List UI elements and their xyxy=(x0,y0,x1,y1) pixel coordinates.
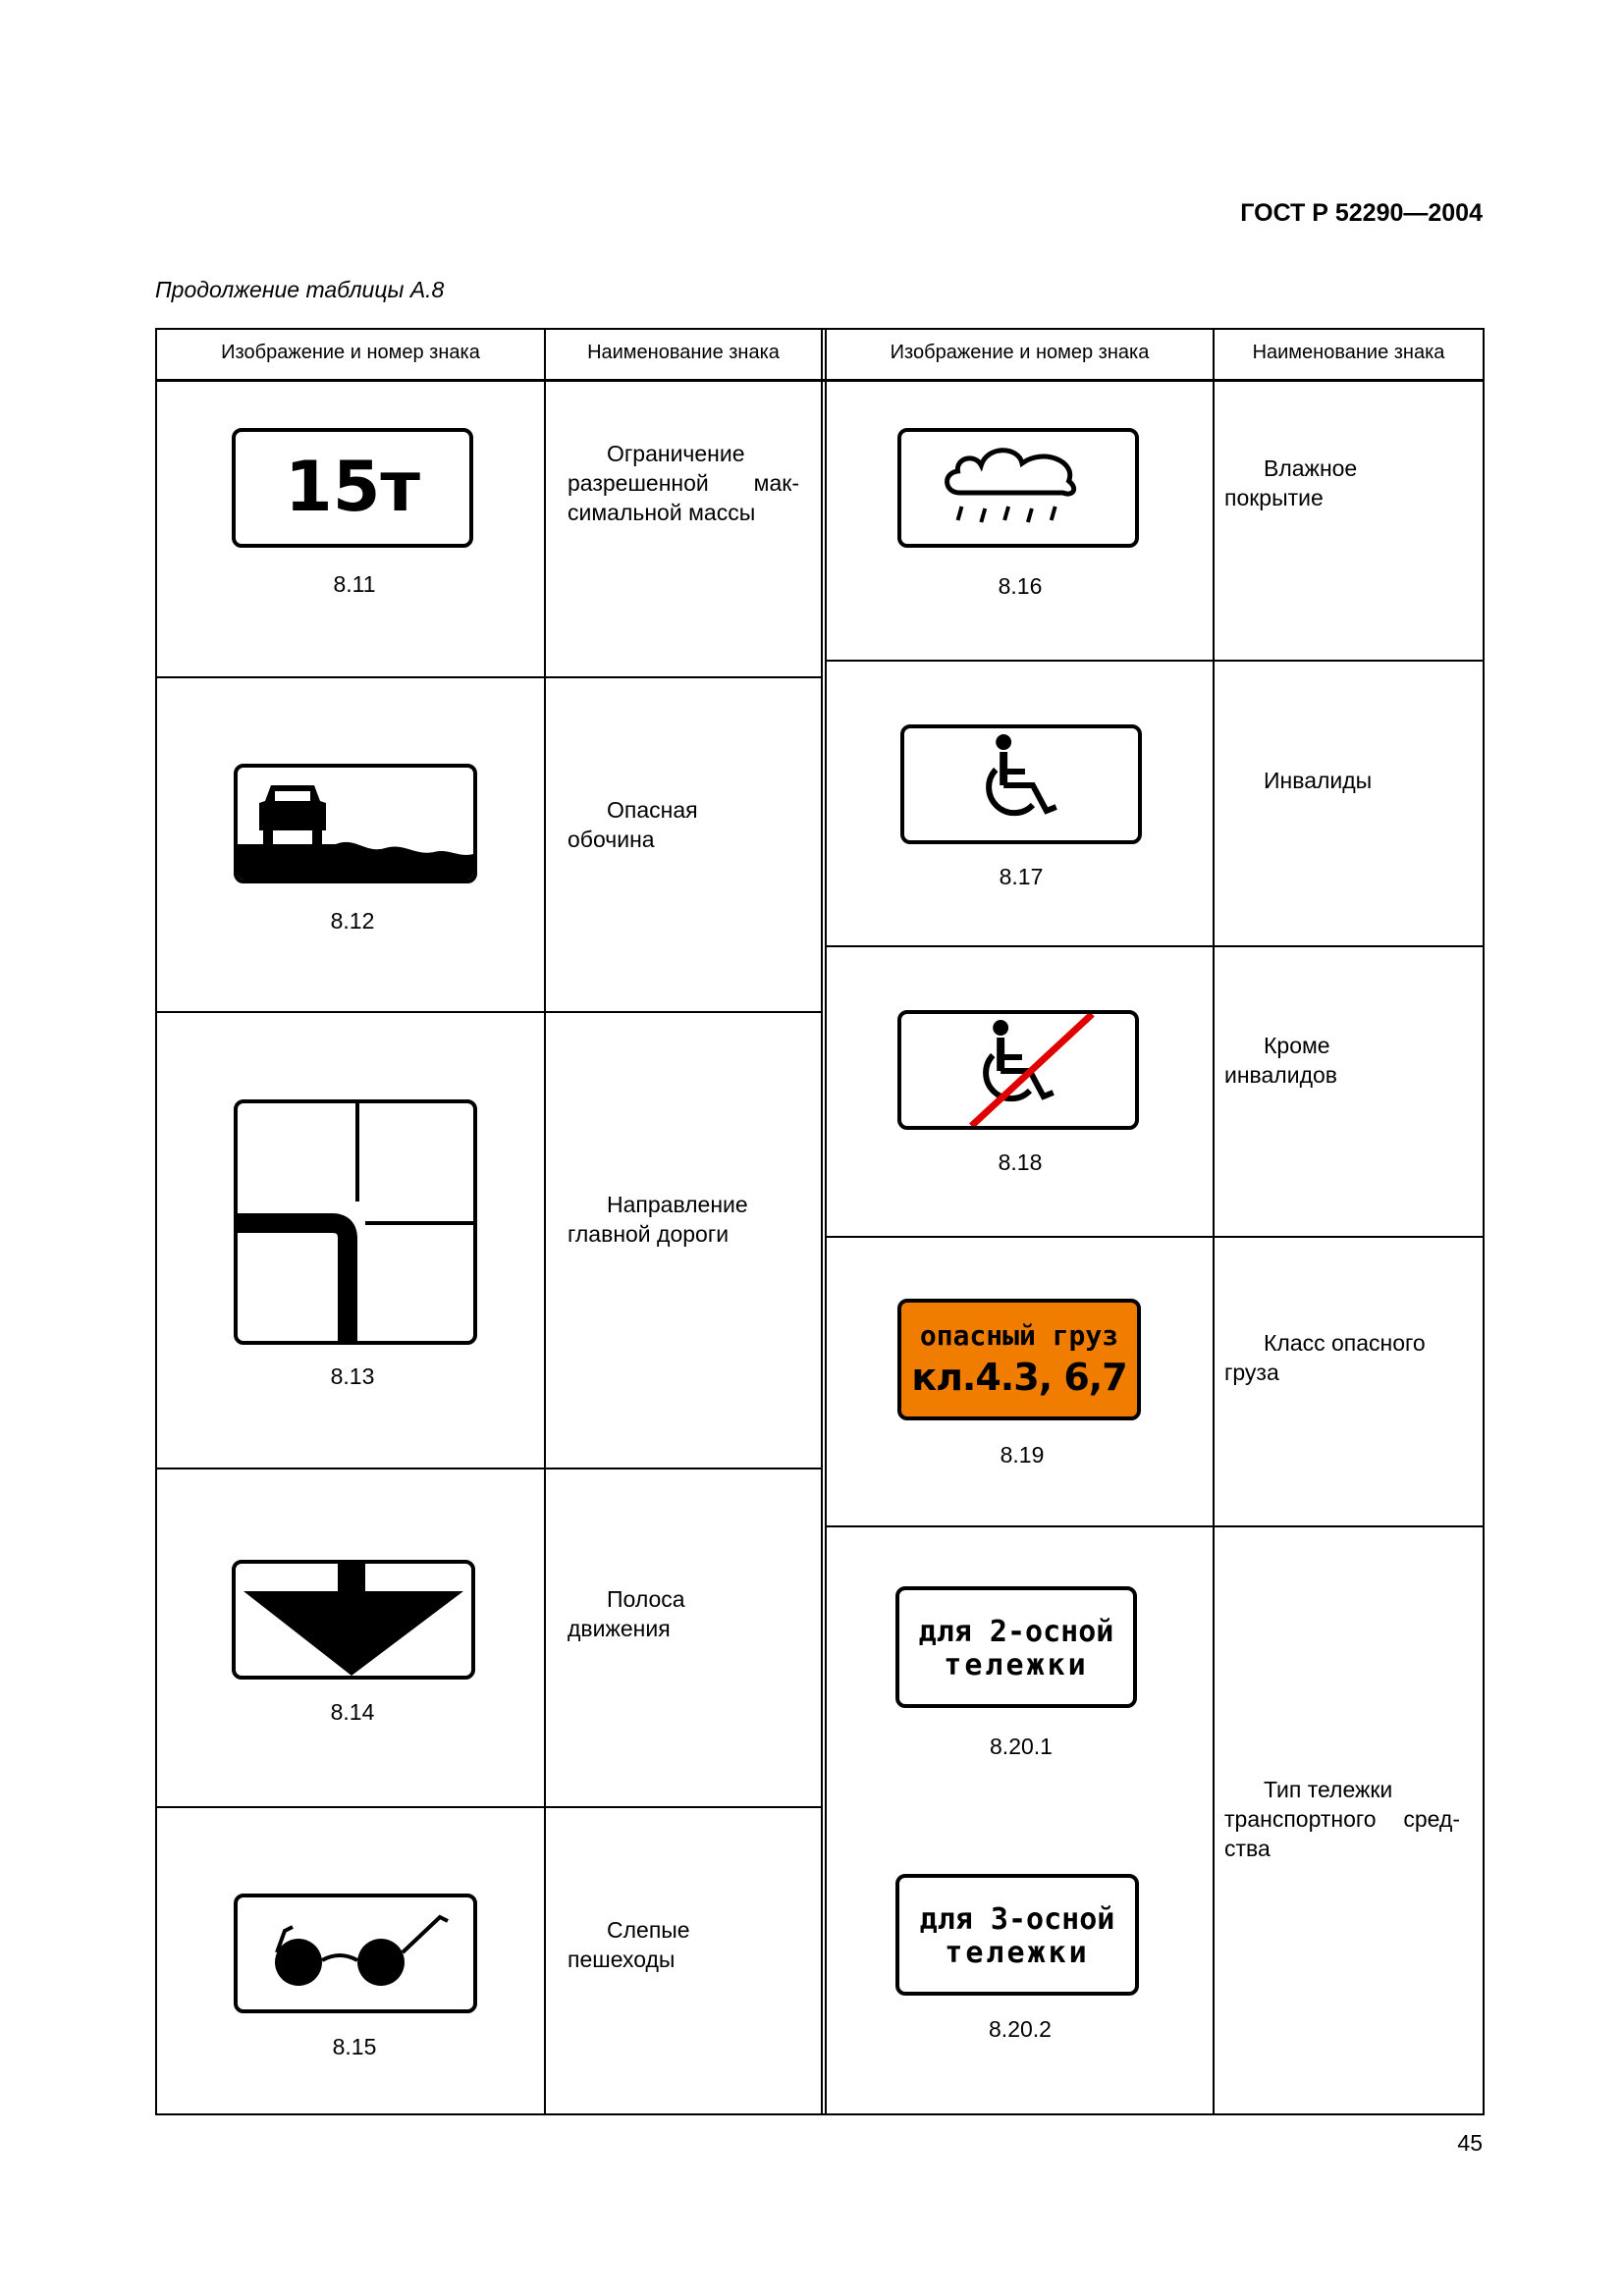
wheelchair-crossed-icon xyxy=(901,1014,1135,1126)
sign-8-12 xyxy=(234,764,477,883)
sign-8-13 xyxy=(234,1099,477,1345)
sign-name-8-18: Кроме инвалидов xyxy=(1224,1033,1337,1088)
wheelchair-icon xyxy=(904,728,1138,840)
sign-number-8-13: 8.13 xyxy=(330,1363,375,1389)
header-image-number: Изображение и номер знака xyxy=(221,342,480,363)
sign-8-20-1-line1: для 2-осной xyxy=(918,1615,1114,1649)
sign-8-20-2-line2: тележки xyxy=(945,1936,1090,1970)
col-divider-middle-a xyxy=(821,328,823,2115)
col-divider-middle-b xyxy=(825,328,827,2115)
row-separator xyxy=(155,1806,823,1808)
sign-8-20-2 xyxy=(895,1874,1139,1996)
document-code: ГОСТ Р 52290—2004 xyxy=(1240,199,1483,227)
row-separator xyxy=(825,1236,1485,1238)
sign-8-14 xyxy=(232,1560,475,1680)
table-left-border xyxy=(155,328,157,2115)
sign-number-8-19: 8.19 xyxy=(1000,1442,1045,1468)
header-separator xyxy=(155,379,1485,382)
sign-8-19 xyxy=(897,1299,1141,1420)
sign-8-19-line2: кл.4.3, 6,7 xyxy=(911,1356,1127,1399)
row-separator xyxy=(825,945,1485,947)
header-image-number: Изображение и номер знака xyxy=(890,342,1150,363)
table-caption: Продолжение таблицы А.8 xyxy=(155,277,445,302)
sign-8-17 xyxy=(900,724,1142,844)
car-on-shoulder-icon xyxy=(238,768,473,880)
rain-cloud-icon xyxy=(901,432,1135,544)
sign-name-8-16: Влажное покрытие xyxy=(1224,455,1358,510)
row-separator xyxy=(155,1468,823,1469)
sign-number-8-17: 8.17 xyxy=(999,864,1044,889)
sign-8-18 xyxy=(897,1010,1139,1130)
sign-name-8-14: Полоса движения xyxy=(568,1586,685,1641)
sign-number-8-20-2: 8.20.2 xyxy=(989,2016,1052,2042)
row-separator xyxy=(155,676,823,678)
sign-8-11-text: 15т xyxy=(285,447,420,527)
row-separator xyxy=(155,1011,823,1013)
sign-name-8-15: Слепые пешеходы xyxy=(568,1917,690,1972)
sign-name-8-12: Опасная обочина xyxy=(568,797,698,852)
table-right-border xyxy=(1483,328,1485,2115)
main-road-direction-icon xyxy=(238,1103,473,1341)
header-sign-name: Наименование знака xyxy=(1252,342,1445,363)
sign-name-8-13: Направление главной дороги xyxy=(568,1192,748,1247)
page-number: 45 xyxy=(1457,2130,1483,2156)
lane-arrow-down-icon xyxy=(236,1564,471,1676)
sign-number-8-12: 8.12 xyxy=(330,908,375,934)
sign-8-20-1-line2: тележки xyxy=(944,1648,1089,1682)
sign-8-15 xyxy=(234,1894,477,2013)
col-divider-3 xyxy=(1213,328,1215,2115)
col-divider-1 xyxy=(544,328,546,2115)
sign-name-8-11: Ограничение разрешенной мак-симальной массы xyxy=(568,441,799,525)
sign-number-8-16: 8.16 xyxy=(998,573,1043,599)
sign-number-8-15: 8.15 xyxy=(332,2034,377,2059)
table-bottom-border xyxy=(155,2113,1485,2115)
sign-name-8-19: Класс опасного груза xyxy=(1224,1330,1426,1385)
header-sign-name: Наименование знака xyxy=(587,342,780,363)
sign-number-8-20-1: 8.20.1 xyxy=(990,1734,1053,1759)
sign-number-8-18: 8.18 xyxy=(998,1149,1043,1175)
sign-8-11 xyxy=(232,428,473,548)
sign-number-8-11: 8.11 xyxy=(333,571,376,597)
row-separator xyxy=(825,660,1485,662)
sign-8-19-line1: опасный груз xyxy=(919,1319,1119,1352)
sign-name-8-20: Тип тележки транспортного сред-ства xyxy=(1224,1777,1460,1861)
sign-name-8-17: Инвалиды xyxy=(1264,768,1373,793)
table-top-border xyxy=(155,328,1485,330)
sign-8-20-2-line1: для 3-осной xyxy=(919,1902,1115,1937)
sign-8-20-1 xyxy=(895,1586,1137,1708)
sign-number-8-14: 8.14 xyxy=(330,1699,375,1725)
sign-8-16 xyxy=(897,428,1139,548)
row-separator xyxy=(825,1525,1485,1527)
glasses-icon xyxy=(238,1897,473,2009)
